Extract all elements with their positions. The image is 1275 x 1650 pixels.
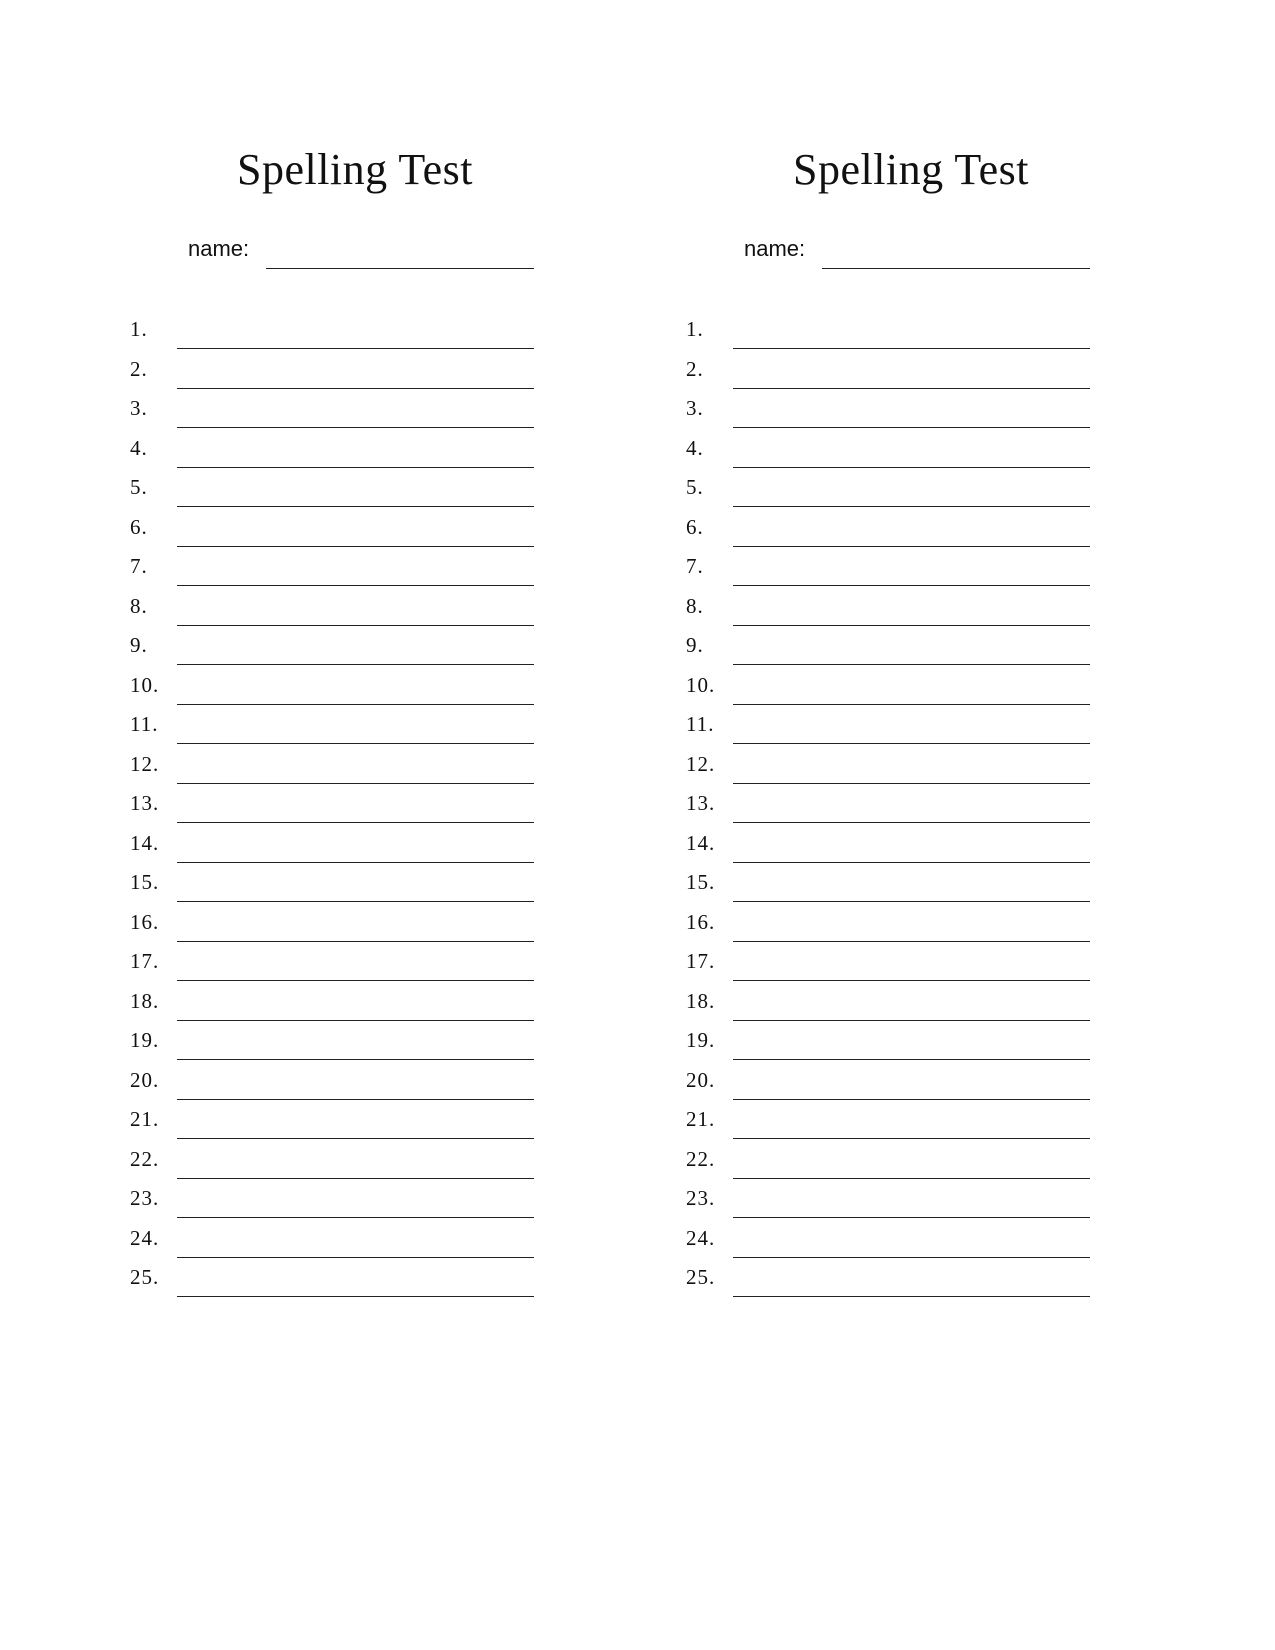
list-item [130,903,540,943]
name-field-line[interactable] [822,268,1090,269]
item-number: 23. [686,1186,716,1210]
list-item [686,982,1096,1022]
item-number: 19. [130,1028,160,1052]
list-item [686,350,1096,390]
list-item [130,310,540,350]
list-item [686,666,1096,706]
item-number: 24. [130,1225,160,1250]
list-item [686,626,1096,666]
item-number: 12. [130,751,160,776]
list-item [130,1100,540,1140]
list-item [130,942,540,982]
list-item [686,1219,1096,1259]
list-item [686,942,1096,982]
list-item [130,429,540,469]
item-number: 18. [686,988,716,1013]
list-item [686,784,1096,824]
list-item [130,824,540,864]
item-number: 4. [130,435,148,460]
list-item [686,1061,1096,1101]
list-item [686,1140,1096,1180]
list-item [130,626,540,666]
list-item [686,745,1096,785]
item-number: 8. [686,593,704,618]
item-number: 21. [130,1107,160,1131]
answer-line[interactable] [733,1296,1090,1297]
item-number: 8. [130,593,148,618]
item-number: 14. [130,830,160,855]
list-item [686,863,1096,903]
list-item [686,508,1096,548]
item-number: 21. [686,1107,716,1131]
item-number: 5. [130,475,148,499]
item-number: 23. [130,1186,160,1210]
item-number: 16. [130,909,160,934]
item-number: 17. [686,949,716,973]
name-label: name: [188,236,250,261]
item-number: 9. [686,633,704,657]
item-number: 6. [130,514,148,539]
list-item [130,1061,540,1101]
item-number: 15. [130,870,160,894]
list-item [686,468,1096,508]
item-number: 3. [130,396,148,420]
test-title: Spelling Test [236,145,474,194]
answer-line[interactable] [177,1296,534,1297]
list-item [686,1179,1096,1219]
list-item [130,508,540,548]
item-number: 12. [686,751,716,776]
list-item [686,429,1096,469]
item-number: 18. [130,988,160,1013]
item-number: 5. [686,475,704,499]
item-number: 20. [686,1067,716,1092]
item-number: 1. [130,317,148,341]
item-number: 2. [686,356,704,381]
item-number: 1. [686,317,704,341]
item-number: 14. [686,830,716,855]
item-number: 6. [686,514,704,539]
item-number: 24. [686,1225,716,1250]
list-item [130,666,540,706]
item-number: 25. [686,1265,716,1289]
item-number: 22. [130,1146,160,1171]
name-row [744,232,1094,272]
item-number: 7. [686,554,704,578]
item-number: 4. [686,435,704,460]
name-field-line[interactable] [266,268,534,269]
list-item [686,705,1096,745]
list-item [130,863,540,903]
list-item [130,1140,540,1180]
item-number: 20. [130,1067,160,1092]
list-item [130,745,540,785]
item-number: 22. [686,1146,716,1171]
name-row [188,232,538,272]
word-list [686,310,1096,1298]
item-number: 13. [686,791,716,815]
list-item [130,1179,540,1219]
item-number: 2. [130,356,148,381]
item-number: 11. [686,712,715,736]
item-number: 13. [130,791,160,815]
item-number: 16. [686,909,716,934]
list-item [130,468,540,508]
list-item [686,389,1096,429]
item-number: 10. [130,672,160,697]
list-item [686,1021,1096,1061]
test-title: Spelling Test [792,145,1030,194]
item-number: 7. [130,554,148,578]
list-item [130,1021,540,1061]
item-number: 9. [130,633,148,657]
list-item [130,389,540,429]
name-label: name: [744,236,806,261]
list-item [130,350,540,390]
item-number: 11. [130,712,159,736]
item-number: 15. [686,870,716,894]
list-item [686,587,1096,627]
word-list [130,310,540,1298]
item-number: 25. [130,1265,160,1289]
item-number: 10. [686,672,716,697]
list-item [130,982,540,1022]
item-number: 19. [686,1028,716,1052]
list-item [130,547,540,587]
list-item [130,587,540,627]
list-item [130,1219,540,1259]
list-item [686,1258,1096,1298]
list-item [686,1100,1096,1140]
list-item [130,784,540,824]
list-item [686,547,1096,587]
item-number: 3. [686,396,704,420]
list-item [686,310,1096,350]
list-item [686,824,1096,864]
list-item [130,705,540,745]
item-number: 17. [130,949,160,973]
list-item [686,903,1096,943]
list-item [130,1258,540,1298]
